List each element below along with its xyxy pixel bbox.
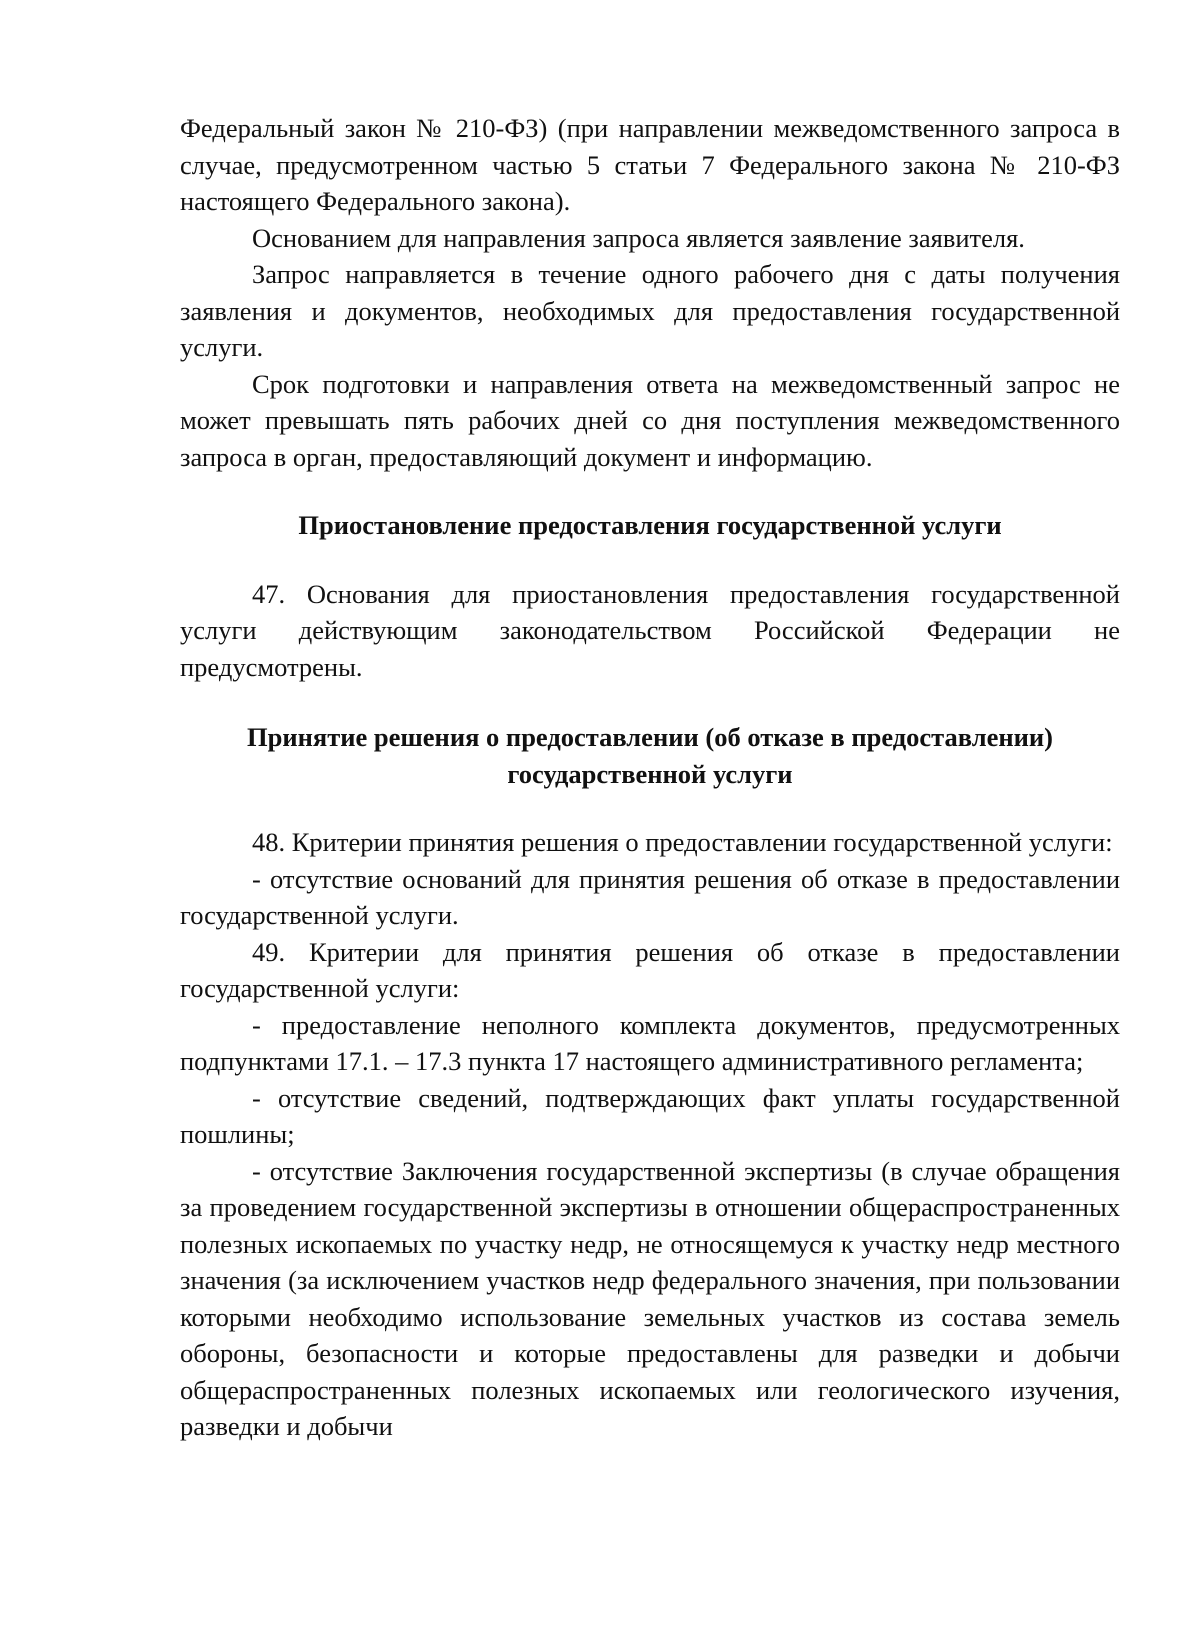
section-heading-decision-line1: Принятие решения о предоставлении (об отказе в предоставлении) bbox=[247, 722, 1053, 752]
list-item-48-1: - отсутствие оснований для принятия решения об отказе в предоставлении государственной услуги. bbox=[180, 863, 1120, 930]
paragraph-basis: Основанием для направления запроса является заявление заявителя. bbox=[252, 222, 1025, 253]
list-item-49-2: - отсутствие сведений, подтверждающих факт уплаты государственной пошлины; bbox=[180, 1082, 1120, 1149]
paragraph-continuation: Федеральный закон № 210-ФЗ) (при направлении межведомственного запроса в случае, предусмотренном частью 5 статьи 7 Федерального закона № 210-ФЗ настоящего Федерального закона). bbox=[180, 113, 1120, 216]
section-heading-decision bbox=[180, 719, 1120, 792]
paragraph-49: 49. Критерии для принятия решения об отказе в предоставлении государственной услуги: bbox=[180, 936, 1120, 1003]
section-heading-suspension: Приостановление предоставления государственной услуги bbox=[298, 510, 1002, 540]
list-item-49-1: - предоставление неполного комплекта документов, предусмотренных подпунктами 17.1. – 17.3 пункта 17 настоящего административного регламента; bbox=[180, 1009, 1120, 1076]
document-page bbox=[180, 110, 1120, 1445]
paragraph-47: 47. Основания для приостановления предоставления государственной услуги действующим законодательством Российской Федерации не предусмотрены. bbox=[180, 578, 1120, 682]
paragraph-response-deadline: Срок подготовки и направления ответа на межведомственный запрос не может превышать пять рабочих дней со дня поступления межведомственного запроса в орган, предоставляющий документ и информацию. bbox=[180, 368, 1120, 472]
section-heading-decision-line2: государственной услуги bbox=[507, 758, 793, 789]
paragraph-request-timing: Запрос направляется в течение одного рабочего дня с даты получения заявления и документов, необходимых для предоставления государственной услуги. bbox=[180, 259, 1120, 362]
list-item-49-3: - отсутствие Заключения государственной экспертизы (в случае обращения за проведением государственной экспертизы в отношении общераспространенных полезных ископаемых по участку недр, не относящемуся к участку недр местного значения (за исключением участков недр федерального значения, при пользовании которыми необходимо использование земельных участков из состава земель обороны, безопасности и которые предоставлены для разведки и добычи общераспространенных полезных ископаемых или геологического изучения, разведки и добычи bbox=[180, 1155, 1120, 1441]
paragraph-48: 48. Критерии принятия решения о предоставлении государственной услуги: bbox=[252, 827, 1113, 857]
